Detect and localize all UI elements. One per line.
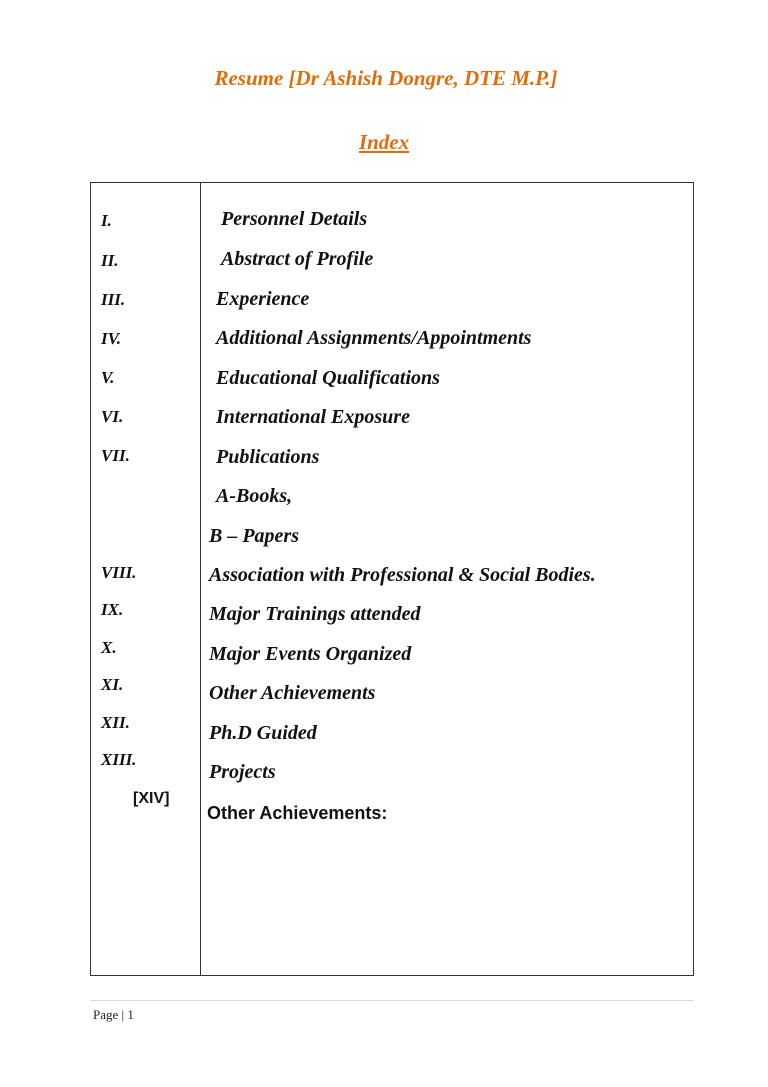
entry-abstract-of-profile: Abstract of Profile [221,248,374,270]
index-heading: Index [358,130,410,154]
column-divider [200,183,201,975]
numeral-vi: VI. [101,407,124,426]
numeral-vii: VII. [101,446,130,465]
entry-additional-assignments: Additional Assignments/Appointments [216,327,532,349]
entry-international-exposure: International Exposure [216,406,410,428]
entry-phd-guided: Ph.D Guided [209,722,317,744]
numeral-xi: XI. [101,675,124,694]
entry-papers: B – Papers [209,525,299,547]
numeral-viii: VIII. [101,563,137,582]
entry-projects: Projects [209,761,276,783]
entry-association: Association with Professional & Social Bodies. [209,564,596,586]
entry-educational-qualifications: Educational Qualifications [216,367,440,389]
numeral-i: I. [101,211,112,230]
entry-other-achievements-2: Other Achievements: [207,803,388,823]
entry-major-events: Major Events Organized [209,643,412,665]
index-table [90,182,694,976]
numeral-iv: IV. [101,329,122,348]
document-title: Resume [Dr Ashish Dongre, DTE M.P.] [214,66,558,90]
entry-other-achievements: Other Achievements [209,682,376,704]
numeral-x: X. [101,638,117,657]
entry-personnel-details: Personnel Details [221,208,368,230]
entry-publications: Publications [216,446,320,468]
numeral-ix: IX. [101,600,124,619]
page-footer: Page | 1 [93,1007,134,1022]
numeral-ii: II. [101,251,119,270]
numeral-xiv: [XIV] [133,790,170,807]
entry-major-trainings: Major Trainings attended [209,603,421,625]
footer-rule [90,1000,694,1001]
numeral-iii: III. [101,290,126,309]
entry-experience: Experience [216,288,310,310]
numeral-xii: XII. [101,713,130,732]
numeral-v: V. [101,368,115,387]
entry-books: A-Books, [216,485,293,507]
numeral-xiii: XIII. [101,750,137,769]
